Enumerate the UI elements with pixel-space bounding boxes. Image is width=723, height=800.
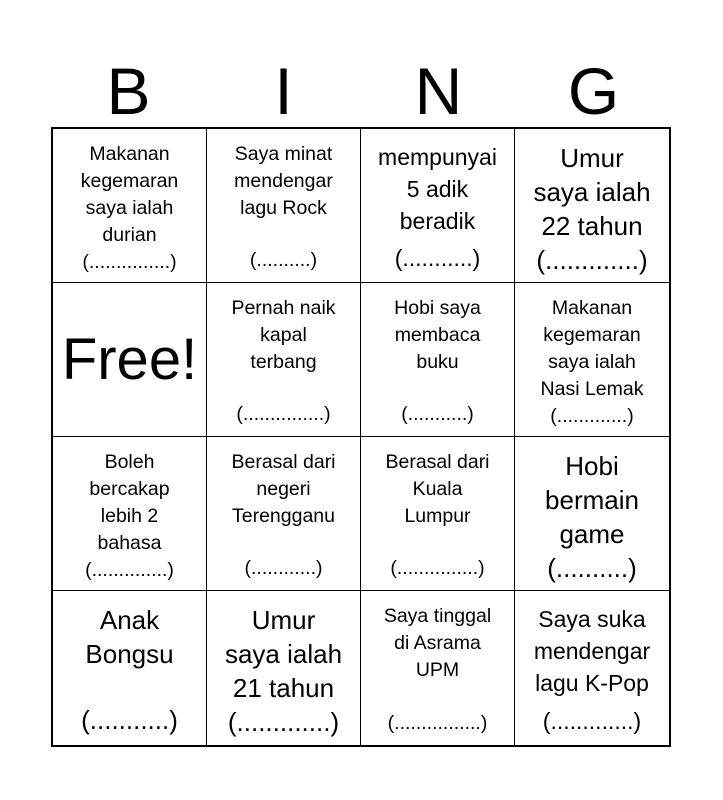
cell-blank: (.............) — [536, 245, 648, 275]
bingo-cell[interactable] — [361, 437, 515, 591]
cell-text: Umur saya ialah 21 tahun — [224, 605, 343, 703]
cell-text: Saya suka mendengar lagu K-Pop — [533, 606, 651, 696]
cell-blank: (.............) — [227, 707, 340, 737]
cell-text: Makanan kegemaran saya ialah durian — [80, 143, 179, 246]
free-space-text: Free! — [61, 326, 198, 392]
cell-text: Berasal dari negeri Terengganu — [231, 451, 336, 527]
cell-blank: (...........) — [394, 245, 481, 271]
cell-text: Makanan kegemaran saya ialah Nasi Lemak — [540, 297, 644, 400]
header-letter-b: B — [106, 54, 151, 128]
bingo-cell[interactable] — [361, 129, 515, 283]
bingo-cell[interactable] — [53, 437, 207, 591]
cell-blank: (...............) — [82, 251, 177, 273]
cell-text: mempunyai 5 adik beradik — [378, 144, 497, 234]
cell-blank: (............) — [244, 557, 323, 579]
cell-text: Berasal dari Kuala Lumpur — [385, 451, 490, 527]
bingo-cell[interactable] — [361, 591, 515, 745]
bingo-cell[interactable] — [361, 283, 515, 437]
bingo-cell[interactable] — [515, 437, 669, 591]
cell-blank: (..............) — [85, 559, 174, 581]
bingo-cell[interactable] — [207, 283, 361, 437]
bingo-cell[interactable] — [207, 129, 361, 283]
cell-blank: (..........) — [547, 553, 637, 583]
cell-blank: (..........) — [249, 249, 318, 271]
bingo-header — [51, 56, 671, 126]
cell-blank: (...............) — [390, 557, 485, 579]
header-letter-g: G — [567, 54, 620, 128]
cell-text: Hobi saya membaca buku — [394, 297, 481, 373]
bingo-cell[interactable] — [207, 437, 361, 591]
header-letter-n: N — [414, 54, 463, 128]
cell-text: Anak Bongsu — [85, 605, 174, 669]
cell-text: Saya minat mendengar lagu Rock — [234, 143, 333, 219]
bingo-card — [51, 127, 671, 747]
bingo-cell[interactable] — [515, 283, 669, 437]
cell-blank: (...........) — [401, 403, 474, 425]
cell-blank: (...........) — [81, 705, 178, 735]
bingo-cell[interactable] — [207, 591, 361, 745]
cell-text: Saya tinggal di Asrama UPM — [383, 605, 492, 681]
cell-blank: (...............) — [236, 403, 331, 425]
bingo-cell[interactable] — [515, 591, 669, 745]
cell-blank: (.............) — [550, 405, 634, 427]
cell-text: Boleh bercakap lebih 2 bahasa — [89, 451, 170, 554]
header-letter-i: I — [274, 54, 293, 128]
cell-text: Hobi bermain game — [545, 451, 639, 549]
cell-text: Umur saya ialah 22 tahun — [533, 143, 651, 241]
bingo-cell[interactable] — [515, 129, 669, 283]
cell-blank: (.............) — [542, 708, 642, 734]
bingo-cell[interactable] — [53, 129, 207, 283]
bingo-cell[interactable] — [53, 591, 207, 745]
free-space-cell[interactable] — [53, 283, 207, 437]
cell-text: Pernah naik kapal terbang — [231, 297, 336, 373]
cell-blank: (................) — [387, 712, 488, 734]
